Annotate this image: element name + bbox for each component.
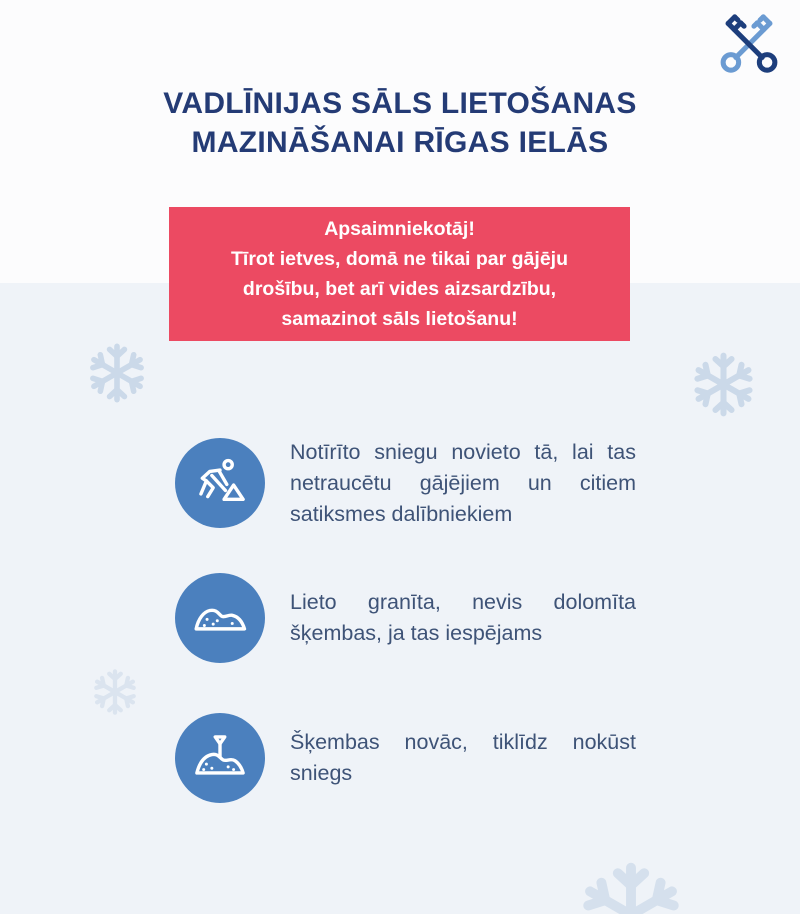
alert-box (169, 207, 630, 341)
alert-body: Tīrot ietves, domā ne tikai par gājēju drošību, bet arī vides aizsardzību, samazinot sāls lietošanu! (230, 248, 568, 330)
guideline-text: Notīrīto sniegu novieto tā, lai tas netraucētu gājējiem un citiem satiksmes dalībniekiem (290, 439, 636, 526)
shovel-in-gravel-icon (186, 724, 254, 792)
guideline-icon-circle (175, 573, 265, 663)
snowflake-icon (86, 342, 148, 404)
list-item (175, 437, 636, 529)
riga-crossed-keys-logo (712, 14, 786, 82)
alert-heading: Apsaimniekotāj! (324, 218, 475, 240)
list-item (175, 712, 636, 804)
digging-person-icon (186, 449, 254, 517)
snowflake-icon (91, 668, 139, 716)
guideline-icon-circle (175, 713, 265, 803)
guideline-text: Lieto granīta, nevis dolomīta šķembas, ja tas iespējams (290, 590, 636, 645)
page-title (0, 84, 800, 162)
guideline-text: Šķembas novāc, tiklīdz nokūst sniegs (290, 730, 636, 785)
guideline-icon-circle (175, 438, 265, 528)
snowflake-icon (576, 860, 686, 914)
gravel-mound-icon (186, 584, 254, 652)
page-title-line2: MAZINĀŠANAI RĪGAS IELĀS (191, 126, 609, 159)
list-item (175, 572, 636, 664)
snowflake-icon (690, 351, 757, 418)
page-title-line1: VADLĪNIJAS SĀLS LIETOŠANAS (163, 87, 637, 120)
